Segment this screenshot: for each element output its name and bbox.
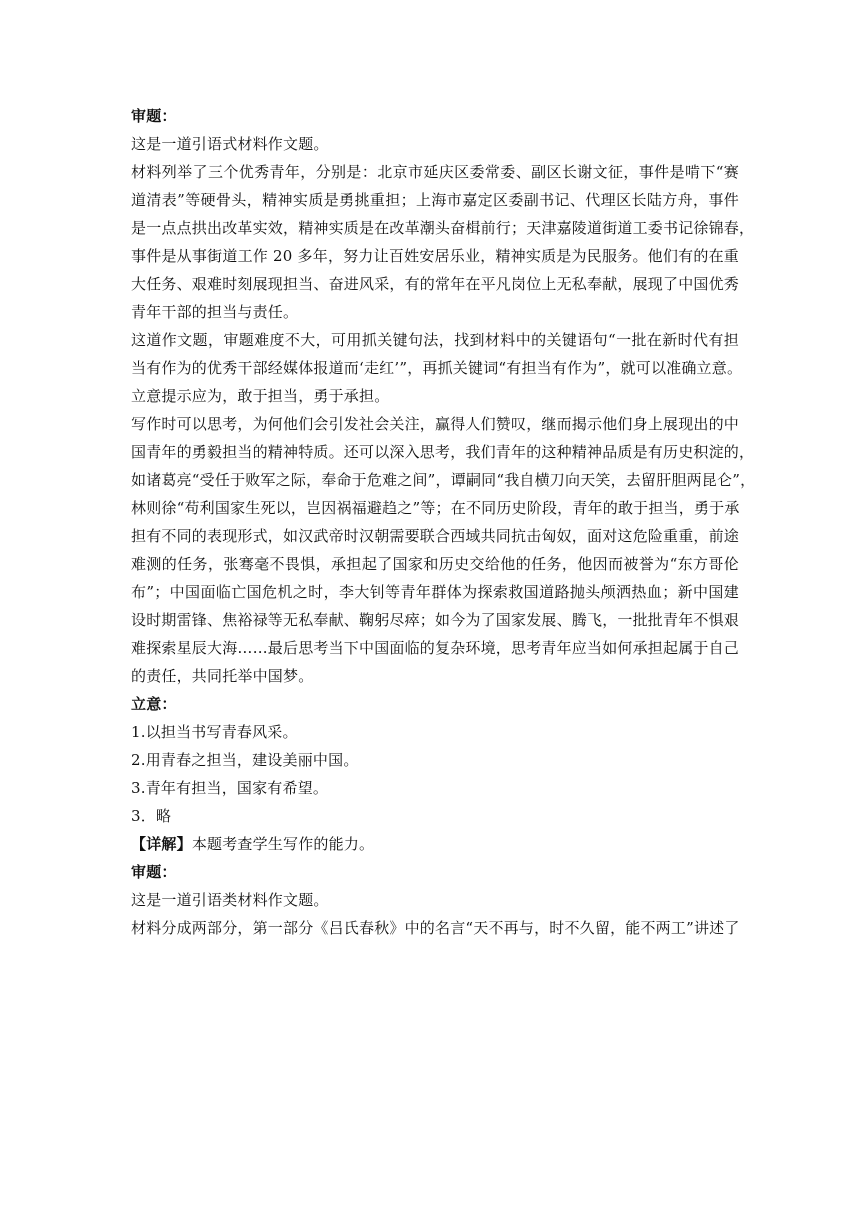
body-line: 难探索星辰大海……最后思考当下中国面临的复杂环境，思考青年应当如何承担起属于自己: [131, 639, 740, 657]
body-line: 1.以担当书写青春风采。: [131, 723, 298, 741]
body-line: 2.用青春之担当，建设美丽中国。: [131, 751, 359, 769]
body-line: 3.青年有担当，国家有希望。: [131, 779, 329, 797]
body-line: 道清表”等硬骨头，精神实质是勇挑重担；上海市嘉定区委副书记、代理区长陆方舟，事件: [131, 191, 739, 209]
body-line: 设时期雷锋、焦裕禄等无私奉献、鞠躬尽瘁；如今为了国家发展、腾飞，一批批青年不惧艰: [131, 611, 740, 629]
body-line: 布”；中国面临亡国危机之时，李大钊等青年群体为探索救国道路抛头颅洒热血；新中国建: [131, 583, 739, 601]
body-line: 大任务、艰难时刻展现担当、奋进风采，有的常年在平凡岗位上无私奉献，展现了中国优秀: [131, 275, 740, 293]
body-line: 是一点点拱出改革实效，精神实质是在改革潮头奋楫前行；天津嘉陵道街道工委书记徐锦春，: [131, 219, 755, 237]
body-line: 材料分成两部分，第一部分《吕氏春秋》中的名言“天不再与，时不久留，能不两工”讲述了: [131, 919, 740, 937]
body-line: 3．略: [131, 807, 172, 825]
detail-label: 【详解】: [131, 835, 192, 853]
body-line: 材料列举了三个优秀青年，分别是：北京市延庆区委常委、副区长谢文征，事件是啃下“赛: [131, 163, 739, 181]
body-line: 担有不同的表现形式，如汉武帝时汉朝需要联合西域共同抗击匈奴，面对这危险重重，前途: [131, 527, 740, 545]
section-heading: 审题：: [131, 863, 177, 881]
body-line: 这道作文题，审题难度不大，可用抓关键句法，找到材料中的关键语句“一批在新时代有担: [131, 331, 739, 349]
body-line: 立意提示应为，敢于担当，勇于承担。: [131, 387, 390, 405]
body-line: 林则徐“苟利国家生死以，岂因祸福避趋之”等；在不同历史阶段，青年的敢于担当，勇于承: [131, 499, 740, 517]
body-line: 当有作为的优秀干部经媒体报道而‘走红’”，再抓关键词“有担当有作为”，就可以准确立意。: [131, 359, 743, 377]
document-body: [131, 106, 756, 946]
detail-text: 本题考查学生写作的能力。: [191, 835, 375, 853]
body-line: 事件是从事街道工作 20 多年，努力让百姓安居乐业，精神实质是为民服务。他们有的在重: [131, 247, 739, 265]
body-line: 的责任，共同托举中国梦。: [131, 667, 314, 685]
detail-line: [131, 834, 739, 854]
body-line: 这是一道引语式材料作文题。: [131, 135, 329, 153]
body-line: 青年干部的担当与责任。: [131, 303, 299, 321]
section-heading: 立意：: [131, 695, 177, 713]
body-line: 如诸葛亮“受任于败军之际，奉命于危难之间”，谭嗣同“我自横刀向天笑，去留肝胆两昆仑”，: [131, 471, 756, 489]
body-line: 这是一道引语类材料作文题。: [131, 891, 329, 909]
body-line: 写作时可以思考，为何他们会引发社会关注，赢得人们赞叹，继而揭示他们身上展现出的中: [131, 415, 740, 433]
body-line: 国青年的勇毅担当的精神特质。还可以深入思考，我们青年的这种精神品质是有历史积淀的，: [131, 443, 755, 461]
section-heading: 审题：: [131, 107, 177, 125]
body-line: 难测的任务，张骞毫不畏惧，承担起了国家和历史交给他的任务，他因而被誉为“东方哥伦: [131, 555, 739, 573]
